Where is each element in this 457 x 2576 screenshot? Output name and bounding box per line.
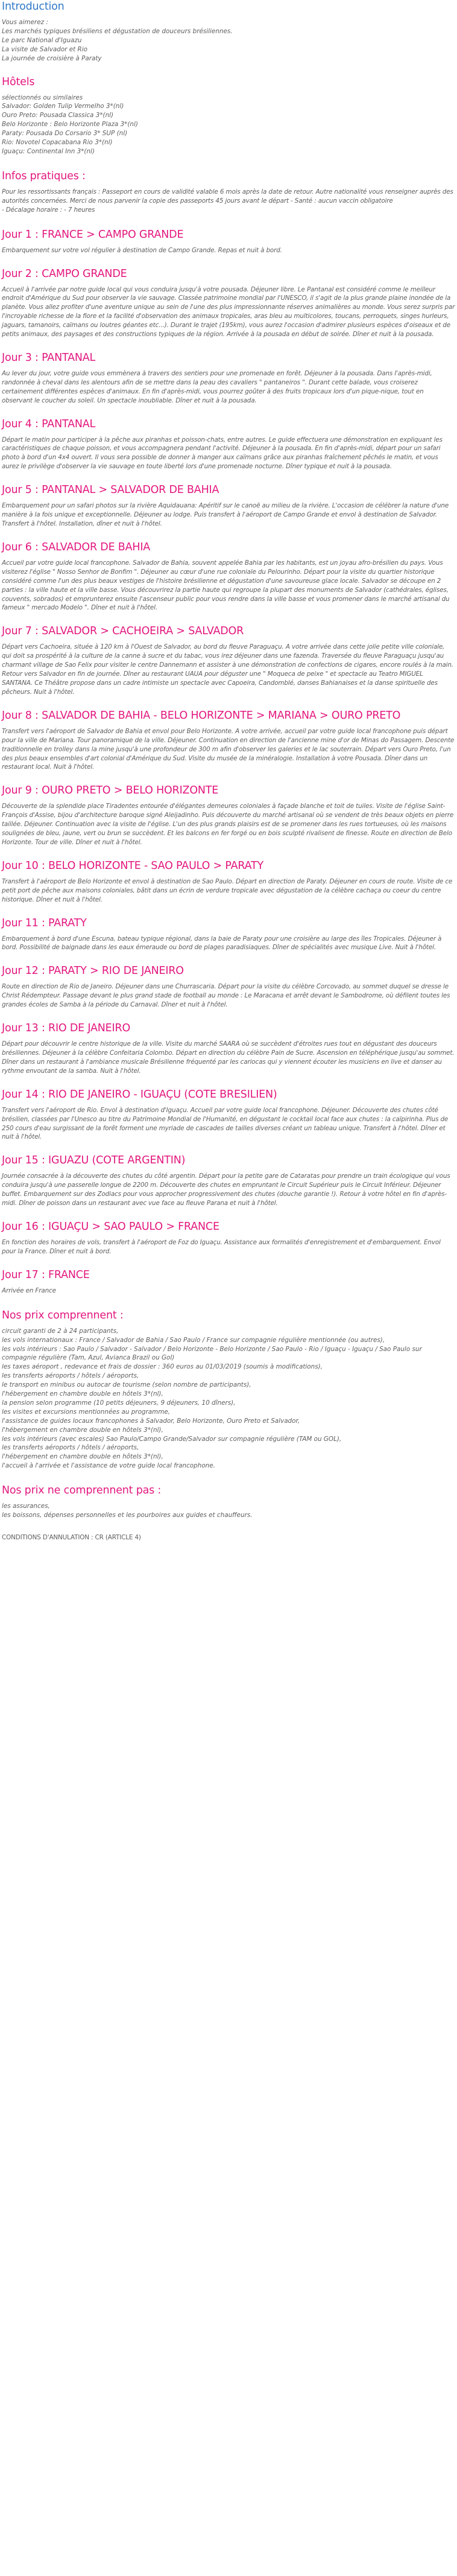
- day-heading: Jour 17 : FRANCE: [2, 1268, 90, 1281]
- day-heading: Jour 1 : FRANCE > CAMPO GRANDE: [2, 228, 184, 241]
- excluded-list: [2, 1502, 455, 1520]
- included-line: le transport en minibus ou autocar de tourisme (selon nombre de participants),: [2, 1381, 251, 1389]
- day-13: [2, 1022, 455, 1076]
- day-description: Transfert vers l'aéroport de Rio. Envol à destination d'Iguaçu. Accueil par votre guide local francophone. Déjeuner. Découverte des chutes côté brésilien, classées par l'Unesco au titre du Patrimoine Mondial de l'Humanité, en dégustant le cocktail local face aux chutes : la caïpirinha. Plus de 250 cours d'eau surgissant de la forêt forment une myriade de cascades de tailles diverses créant un tableau unique. Transfert à l'hôtel. Dîner et nuit à l'hôtel.: [2, 1106, 449, 1141]
- infos-section: [2, 170, 455, 215]
- hotels-section: [2, 75, 455, 156]
- included-line: les transferts aéroports / hôtels / aéroports,: [2, 1372, 139, 1380]
- intro-list: [2, 18, 455, 63]
- day-description: Accueil par votre guide local francophone. Salvador de Bahia, souvent appelée Bahia par les habitants, est un joyau afro-brésilien du pays. Vous visiterez l'église " Nosso Senhor de Bonfim ". Déjeuner au cœur d'une rue coloniale du Pelourinho. Départ pour la visite du quartier historique considéré comme l'un des plus beaux vestiges de l'histoire brésilienne et dégustation d'une savoureuse glace locale. Salvador se découpe en 2 parties : la ville haute et la ville basse. Vous découvrirez la partie haute qui regroupe la plupart des monuments de Salvador (cathédrales, églises, couvents, sobrados) et emprunterez ensuite l'ascenseur public pour vous rendre dans la ville basse et vous promener dans le marché artisanal du fameux " mercado Modelo ". Dîner et nuit à l'hôtel.: [2, 559, 450, 612]
- day-heading: Jour 6 : SALVADOR DE BAHIA: [2, 541, 151, 553]
- day-description: Embarquement sur votre vol régulier à destination de Campo Grande. Repas et nuit à bord.: [2, 246, 282, 254]
- day-description: Accueil à l'arrivée par notre guide local qui vous conduira jusqu'à votre pousada. Déjeuner libre. Le Pantanal est considéré comme le meilleur endroit d'Amérique du Sud pour observer la vie sauvage. Classée patrimoine mondial par l'UNESCO, il s'agit de la plus grande plaine inondée de la planète. Vous allez profiter d'une aventure unique au sein de l'une des plus impressionnante réserves animalières au monde. Vous serez surpris par l'incroyable richesse de la flore et la facilité d'observation des animaux tropicales, aras bleu au multicolores, toucans, perroquets, singes hurleurs, jaguars, tamanoirs, caïmans ou loutres géantes etc...). Durant le trajet (195km), vous aurez l'occasion d'admirer plusieurs espèces d'oiseaux et de petits animaux, des paysages et des constructions typiques de la région. Arrivée à la pousada en début de soirée. Dîner et nuit à la pousada.: [2, 285, 455, 339]
- day-heading: Jour 3 : PANTANAL: [2, 351, 96, 364]
- day-description: Départ vers Cachoeira, située à 120 km à l'Ouest de Salvador, au bord du fleuve Paraguaçu. A votre arrivée dans cette jolie petite ville coloniale, qui doit sa prospérité à la culture de la canne à sucre et du tabac, vous irez déjeuner dans une fazenda. Traversée du fleuve Paraguaçu jusqu'au charmant village de Sao Felix pour visiter le centre Dannemann et assister à une démonstration de confections de cigares, encore roulés à la main. Retour vers Salvador en fin de journée. Dîner au restaurant UAUA pour déguster une " Moqueca de peixe " et spectacle au Teatro MIGUEL SANTANA. Ce Théâtre propose dans un cadre intimiste un spectacle avec Capoeira, Candomblé, danses Bahianaises et la danse spirituelle des pêcheurs. Nuit à l'hôtel.: [2, 643, 453, 696]
- day-description: Journée consacrée à la découverte des chutes du côté argentin. Départ pour la petite gare de Cataratas pour prendre un train écologique qui vous conduira jusqu'à une passerelle longue de 2200 m. Découverte des chutes en empruntant le Circuit Supérieur puis le Circuit Inférieur. Déjeuner buffet. Embarquement sur des Zodiacs pour vous approcher progressivement des chutes (douche garantie !). Retour à votre hôtel en fin d'après-midi. Dîner de poisson dans un restaurant avec vue face au fleuve Parana et nuit à l'hôtel.: [2, 1172, 450, 1207]
- infos-heading: Infos pratiques :: [2, 170, 86, 182]
- day-heading: Jour 16 : IGUAÇU > SAO PAULO > FRANCE: [2, 1220, 219, 1233]
- intro-line: La visite de Salvador et Rio: [2, 45, 87, 53]
- included-line: l'hébergement en chambre double en hôtels 3*(nl),: [2, 1390, 163, 1398]
- excluded-heading: Nos prix ne comprennent pas :: [2, 1484, 162, 1497]
- day-5: [2, 483, 455, 529]
- excluded-line: les assurances,: [2, 1503, 50, 1510]
- hotel-line: Rio: Novotel Copacabana Rio 3*(nl): [2, 139, 113, 147]
- included-line: les taxes aéroport , redevance et frais de dossier : 360 euros au 01/03/2019 (soumis à modifications),: [2, 1363, 323, 1371]
- day-description: Découverte de la splendide place Tiradentes entourée d'élégantes demeures coloniales à façade blanche et toit de tuiles. Visite de l'église Saint-François d'Assise, bijou d'architecture baroque signé Aleijadinho. Puis découverte du marché artisanal où se vendent de très beaux objets en pierre taillée. Déjeuner. Continuation avec la visite de l'église. L'un des plus grands plaisirs est de se promener dans les rues tortueuses, où les maisons soulignées de bleu, jaune, vert ou brun se succèdent. Et les balcons en fer forgé ou en bois sculpté rivalisent de finesse. Route en direction de Belo Horizonte. Tour de ville. Dîner et nuit à l'hôtel.: [2, 803, 454, 846]
- day-10: [2, 859, 455, 905]
- included-line: les vols intérieurs (avec escales) Sao Paulo/Campo Grande/Salvador sur compagnie régulière (TAM ou GOL),: [2, 1435, 342, 1443]
- excluded-section: [2, 1484, 455, 1520]
- hotel-line: Belo Horizonte : Belo Horizonte Plaza 3*(nl): [2, 121, 138, 129]
- day-2: [2, 267, 455, 339]
- day-heading: Jour 14 : RIO DE JANEIRO - IGUAÇU (COTE BRESILIEN): [2, 1088, 277, 1101]
- day-description: Transfert vers l'aéroport de Salvador de Bahia et envol pour Belo Horizonte. A votre arrivée, accueil par votre guide local francophone puis départ pour la ville de Mariana. Tour panoramique de la ville. Déjeuner. Continuation en direction de l'ancienne mine d'or de Minas do Passagem. Descente traditionnelle en trolley dans la mine jusqu'à une profondeur de 300 m afin d'observer les galeries et le lac souterrain. Départ vers Ouro Preto, l'un des plus beaux ensembles d'art colonial d'Amérique du Sud. Visite du musée de la minéralogie. Installation à votre Pousada. Dîner dans un restaurant local. Nuit à l'hôtel.: [2, 727, 455, 771]
- day-heading: Jour 7 : SALVADOR > CACHOEIRA > SALVADOR: [2, 625, 244, 638]
- day-description: Embarquement pour un safari photos sur la rivière Aquidauana: Apéritif sur le canoë au milieu de la rivière. L'occasion de célébrer la nature d'une manière à la fois unique et exceptionnelle. Déjeuner au lodge. Puis transfert à l'aéroport de Campo Grande et envol à destination de Salvador. Transfert à l'hôtel. Installation, dîner et nuit à l'hôtel.: [2, 502, 449, 527]
- day-15: [2, 1154, 455, 1208]
- day-description: Route en direction de Rio de Janeiro. Déjeuner dans une Churrascaria. Départ pour la visite du célèbre Corcovado, au sommet duquel se dresse le Christ Rédempteur. Passage devant le plus grand stade de football au monde : Le Maracana et arrêt devant le Sambodrome, où défilent toutes les grandes écoles de Samba à la période du Carnaval. Dîner et nuit à l'hôtel.: [2, 983, 450, 1009]
- day-description: Départ pour découvrir le centre historique de la ville. Visite du marché SAARA où se succèdent d'étroites rues tout en dégustant des douceurs brésiliennes. Déjeuner à la célèbre Confeitaria Colombo. Départ en direction du célèbre Pain de Sucre. Ascension en téléphérique jusqu'au sommet. Dîner dans un restaurant à l'ambiance musicale Brésilienne fréquenté par les cariocas qui y viennent écouter les musiciens en live et danser au rythme envoutant de la samba. Nuit à l'hôtel.: [2, 1040, 455, 1075]
- intro-line: La journée de croisière à Paraty: [2, 54, 102, 62]
- hotel-line: Ouro Preto: Pousada Classica 3*(nl): [2, 112, 114, 119]
- day-3: [2, 351, 455, 405]
- day-17: [2, 1268, 455, 1296]
- hotel-line: sélectionnés ou similaires: [2, 94, 83, 101]
- infos-paragraph: Pour les ressortissants français : Passeport en cours de validité valable 6 mois après la date de retour. Autre nationalité vous renseigner auprès des autorités concernées. Merci de nous parvenir la copie des passeports 45 jours avant le départ - Santé : aucun vaccin obligatoire: [2, 188, 453, 205]
- included-line: les vols intérieurs : Sao Paulo / Salvador - Salvador / Belo Horizonte - Belo Horizonte / Sao Paulo - Rio / Iguaçu - Iguaçu / Sao Paulo sur compagnie régulière (Tam, Azul, Avianca Brazil ou Gol): [2, 1345, 422, 1362]
- included-line: les vols internationaux : France / Salvador de Bahia / Sao Paulo / France sur compagnie régulière mentionnée (ou autres),: [2, 1336, 385, 1344]
- day-description: Arrivée en France: [2, 1286, 56, 1294]
- intro-line: Vous aimerez :: [2, 19, 48, 26]
- day-7: [2, 625, 455, 696]
- day-heading: Jour 11 : PARATY: [2, 917, 87, 929]
- day-description: Transfert à l'aéroport de Belo Horizonte et envol à destination de Sao Paulo. Départ en direction de Paraty. Déjeuner en cours de route. Visite de ce petit port de pêche aux maisons coloniales, bâtit dans un écrin de verdure tropicale avec dégustation de la célèbre cachaça ou coeur du centre historique. Dîner et nuit à l'hôtel.: [2, 877, 453, 903]
- included-line: l'hébergement en chambre double en hôtels 3*(nl),: [2, 1453, 163, 1461]
- intro-heading: Introduction: [2, 1, 65, 13]
- day-16: [2, 1220, 455, 1256]
- day-heading: Jour 10 : BELO HORIZONTE - SAO PAULO > PARATY: [2, 859, 264, 872]
- day-heading: Jour 2 : CAMPO GRANDE: [2, 267, 127, 280]
- day-heading: Jour 15 : IGUAZU (COTE ARGENTIN): [2, 1154, 186, 1167]
- intro-line: Les marchés typiques brésiliens et dégustation de douceurs brésiliennes.: [2, 27, 233, 35]
- included-line: circuit garanti de 2 à 24 participants,: [2, 1327, 119, 1335]
- hotels-heading: Hôtels: [2, 75, 35, 88]
- included-heading: Nos prix comprennent :: [2, 1309, 124, 1321]
- hotel-line: Paraty: Pousada Do Corsario 3* SUP (nl): [2, 130, 128, 138]
- excluded-line: les boissons, dépenses personnelles et les pourboires aux guides et chauffeurs.: [2, 1512, 253, 1519]
- included-line: l'accueil à l'arrivée et l'assistance de votre guide local francophone.: [2, 1462, 215, 1470]
- day-11: [2, 917, 455, 953]
- included-list: [2, 1327, 455, 1471]
- included-section: [2, 1309, 455, 1471]
- day-8: [2, 709, 455, 772]
- included-line: les visites et excursions mentionnées au programme,: [2, 1408, 171, 1416]
- included-line: l'hébergement en chambre double en hôtels 3*(nl),: [2, 1426, 163, 1434]
- hotel-line: Iguaçu: Continental Inn 3*(nl): [2, 147, 95, 155]
- day-heading: Jour 8 : SALVADOR DE BAHIA - BELO HORIZONTE > MARIANA > OURO PRETO: [2, 709, 401, 722]
- hotel-line: Salvador: Golden Tulip Vermelho 3*(nl): [2, 103, 124, 110]
- day-description: En fonction des horaires de vols, transfert à l'aéroport de Foz do Iguaçu. Assistance aux formalités d'enregistrement et d'embarquement. Envol pour la France. Dîner et nuit à bord.: [2, 1238, 441, 1255]
- intro-line: Le parc National d'Iguazu: [2, 36, 82, 44]
- included-line: la pension selon programme (10 petits déjeuners, 9 déjeuners, 10 dîners),: [2, 1399, 236, 1407]
- cancellation-conditions: CONDITIONS D'ANNULATION : CR (ARTICLE 4): [2, 1534, 141, 1541]
- day-1: [2, 228, 455, 255]
- hotels-list: [2, 94, 455, 156]
- included-line: l'assistance de guides locaux francophones à Salvador, Belo Horizonte, Ouro Preto et Salvador,: [2, 1417, 300, 1425]
- day-description: Départ le matin pour participer à la pêche aux piranhas et poisson-chats, entre autres. Le guide effectuera une démonstration en expliquant les caractéristiques de chaque poisson, et vous accompagnera pendant l'activité. Déjeuner à la pousada. En fin d'après-midi, départ pour un safari photo à bord d'un 4x4 ouvert. Il vous sera possible de donner à manger aux caïmans grâce aux piranhas fraîchement pêchés le matin, et vous aurez le privilège d'observer la vie sauvage en toute liberté lors d'une promenade nocturne. Dîner typique et nuit à la pousada.: [2, 436, 443, 471]
- day-4: [2, 418, 455, 472]
- day-description: Embarquement à bord d'une Escuna, bateau typique régional, dans la baie de Paraty pour une croisière au large des îles Tropicales. Déjeuner à bord. Possibilité de baignade dans les eaux émeraude ou bord de plages paradisiaques. Dîner de spécialités avec musique Live. Nuit à l'hôtel.: [2, 935, 442, 952]
- included-line: les transferts aéroports / hôtels / aéroports,: [2, 1444, 139, 1452]
- intro-section: [2, 0, 455, 63]
- day-heading: Jour 13 : RIO DE JANEIRO: [2, 1022, 131, 1035]
- day-14: [2, 1088, 455, 1142]
- day-description: Au lever du jour, votre guide vous emmènera à travers des sentiers pour une promenade en forêt. Déjeuner à la pousada. Dans l'après-midi, randonnée à cheval dans les alentours afin de se mettre dans la peau des cavaliers " pantaneiros ". Durant cette balade, vous croiserez certainement différentes espèces d'animaux. En fin d'après-midi, vous pourrez goûter à des fruits tropicaux lors d'un pique-nique, tout en observant le coucher du soleil. Un spectacle inoubliable. Dîner et nuit à la pousada.: [2, 369, 432, 404]
- day-6: [2, 541, 455, 612]
- day-12: [2, 964, 455, 1010]
- day-heading: Jour 12 : PARATY > RIO DE JANEIRO: [2, 965, 184, 978]
- day-9: [2, 784, 455, 847]
- infos-timezone: - Décalage horaire : - 7 heures: [2, 206, 95, 214]
- day-heading: Jour 4 : PANTANAL: [2, 418, 96, 430]
- day-heading: Jour 9 : OURO PRETO > BELO HORIZONTE: [2, 784, 219, 797]
- day-heading: Jour 5 : PANTANAL > SALVADOR DE BAHIA: [2, 484, 219, 497]
